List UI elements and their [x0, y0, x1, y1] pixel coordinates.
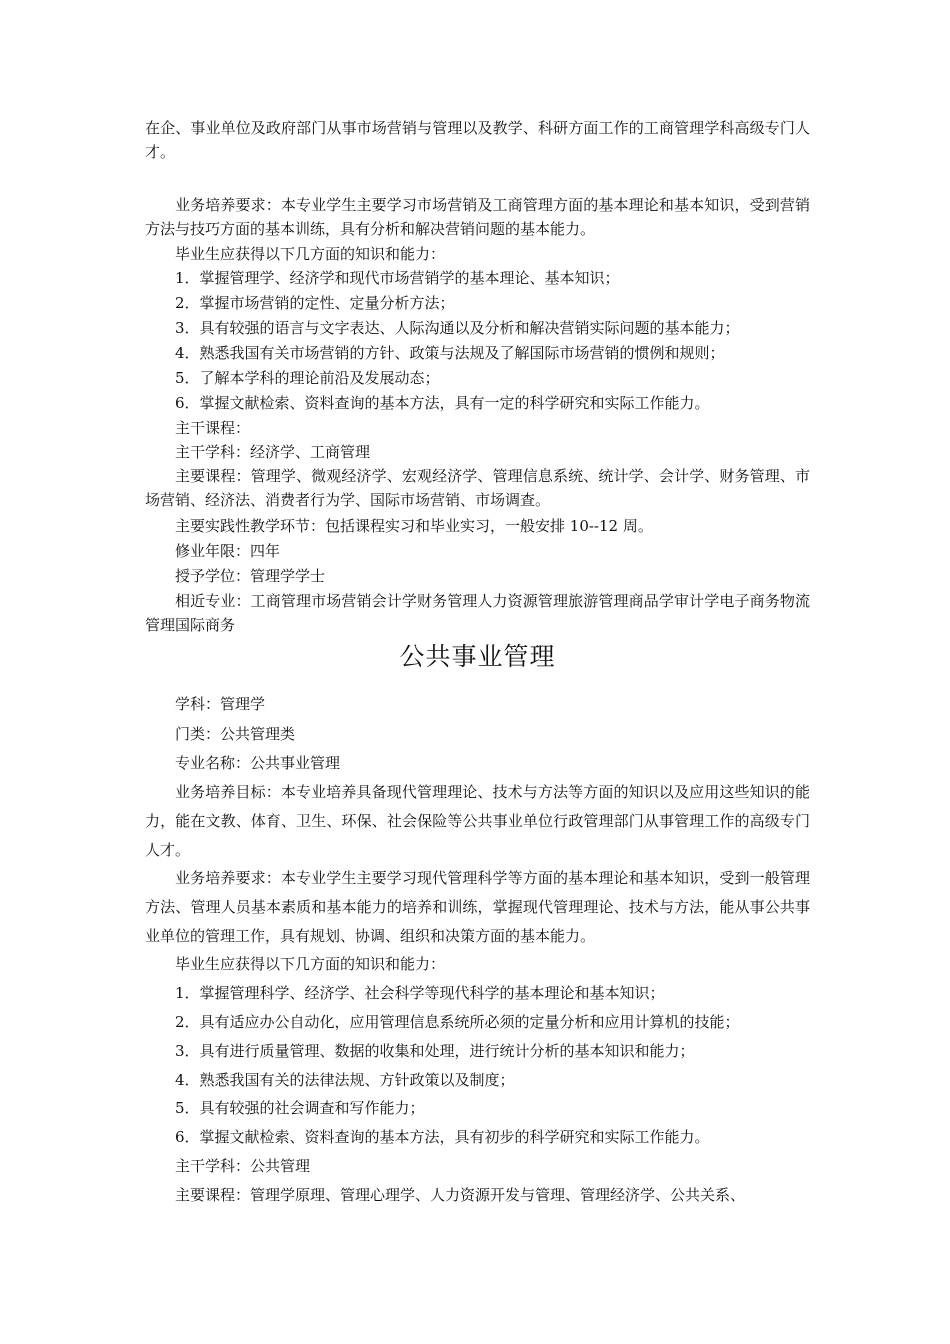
list-item: 1．掌握管理学、经济学和现代市场营销学的基本理论、基本知识；	[175, 269, 620, 287]
paragraph: 主干学科：公共管理	[175, 1157, 311, 1175]
paragraph: 相近专业：工商管理市场营销会计学财务管理人力资源管理旅游管理商品学审计学电子商务物流管理国际商务	[145, 592, 810, 634]
paragraph: 毕业生应获得以下几方面的知识和能力：	[175, 955, 446, 973]
paragraph: 主干课程：	[175, 419, 251, 437]
paragraph: 主干学科：经济学、工商管理	[175, 443, 371, 461]
list-item: 5．了解本学科的理论前沿及发展动态；	[175, 369, 440, 387]
paragraph: 业务培养目标：本专业培养具备现代管理理论、技术与方法等方面的知识以及应用这些知识的能力，能在文教、体育、卫生、环保、社会保险等公共事业单位行政管理部门从事管理工作的高级专门人才。	[145, 783, 810, 859]
list-item: 1．掌握管理科学、经济学、社会科学等现代科学的基本理论和基本知识；	[175, 984, 665, 1002]
list-item: 3．具有进行质量管理、数据的收集和处理，进行统计分析的基本知识和能力；	[175, 1042, 695, 1060]
paragraph: 业务培养要求：本专业学生主要学习市场营销及工商管理方面的基本理论和基本知识，受到营销方法与技巧方面的基本训练，具有分析和解决营销问题的基本能力。	[145, 196, 810, 238]
paragraph: 专业名称：公共事业管理	[175, 754, 341, 772]
paragraph: 修业年限：四年	[175, 542, 281, 560]
paragraph: 学科：管理学	[175, 695, 266, 713]
list-item: 2．掌握市场营销的定性、定量分析方法；	[175, 294, 455, 312]
paragraph: 主要课程：管理学、微观经济学、宏观经济学、管理信息系统、统计学、会计学、财务管理、市场营销、经济法、消费者行为学、国际市场营销、市场调查。	[145, 467, 810, 509]
paragraph: 业务培养要求：本专业学生主要学习现代管理科学等方面的基本理论和基本知识，受到一般管理方法、管理人员基本素质和基本能力的培养和训练，掌握现代管理理论、技术与方法，能从事公共事业单位的管理工作，具有规划、协调、组织和决策方面的基本能力。	[145, 869, 810, 945]
list-item: 4．熟悉我国有关的法律法规、方针政策以及制度；	[175, 1071, 515, 1089]
paragraph: 主要课程：管理学原理、管理心理学、人力资源开发与管理、管理经济学、公共关系、	[175, 1186, 746, 1204]
paragraph: 在企、事业单位及政府部门从事市场营销与管理以及教学、科研方面工作的工商管理学科高级专门人才。	[145, 119, 810, 161]
list-item: 3．具有较强的语言与文字表达、人际沟通以及分析和解决营销实际问题的基本能力；	[175, 319, 740, 337]
paragraph: 门类：公共管理类	[175, 725, 296, 743]
paragraph: 主要实践性教学环节：包括课程实习和毕业实习，一般安排 10--12 周。	[175, 517, 653, 535]
list-item: 6．掌握文献检索、资料查询的基本方法，具有一定的科学研究和实际工作能力。	[175, 394, 710, 412]
paragraph: 毕业生应获得以下几方面的知识和能力：	[175, 245, 446, 263]
list-item: 4．熟悉我国有关市场营销的方针、政策与法规及了解国际市场营销的惯例和规则；	[175, 344, 725, 362]
list-item: 2．具有适应办公自动化，应用管理信息系统所必须的定量分析和应用计算机的技能；	[175, 1013, 740, 1031]
section-title: 公共事业管理	[399, 642, 556, 671]
paragraph: 授予学位：管理学学士	[175, 567, 326, 585]
list-item: 6．掌握文献检索、资料查询的基本方法，具有初步的科学研究和实际工作能力。	[175, 1128, 710, 1146]
list-item: 5．具有较强的社会调查和写作能力；	[175, 1099, 425, 1117]
